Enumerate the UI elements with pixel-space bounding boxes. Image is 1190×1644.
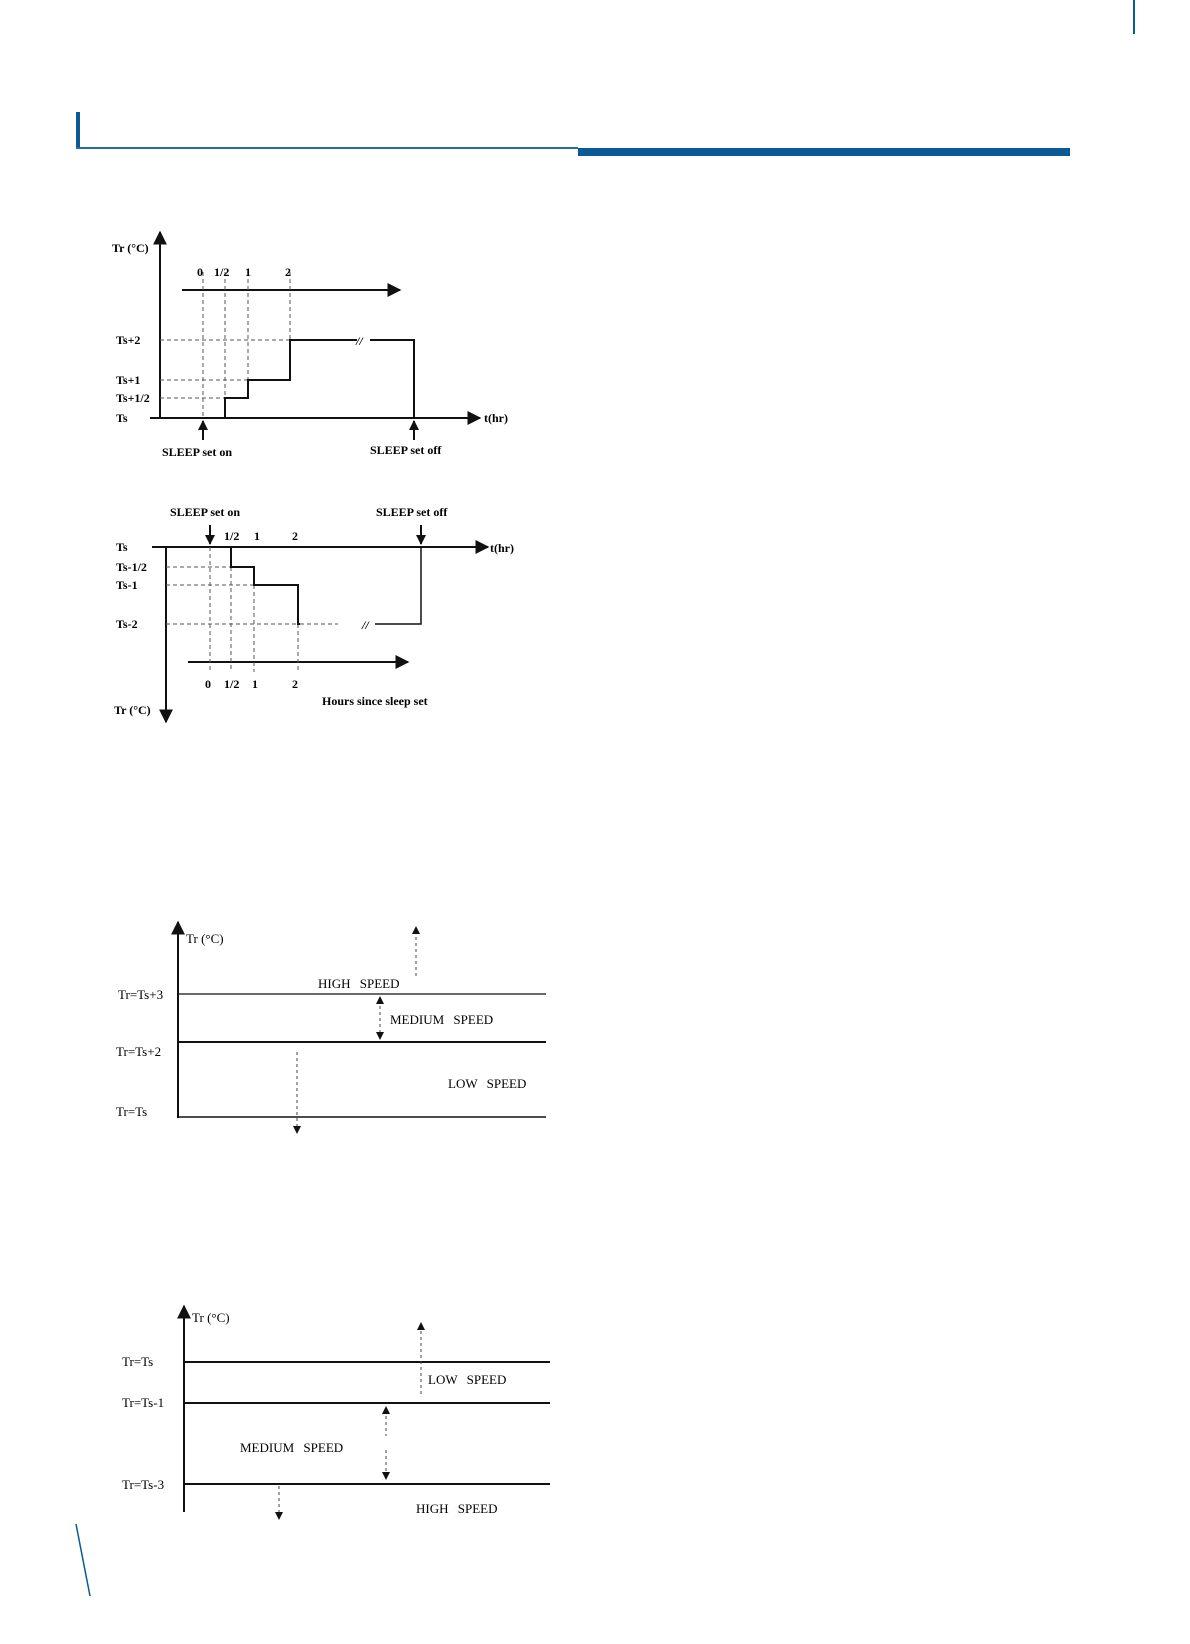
cool-level-ts-1: Ts-1 — [116, 578, 138, 592]
fanheat-zone-medium: MEDIUM SPEED — [390, 1012, 494, 1027]
fancool-mid-arrowhead-bottom — [382, 1472, 390, 1480]
cool-bottom-tick-half: 1/2 — [224, 677, 240, 691]
heat-level-ts: Ts — [116, 411, 128, 425]
heat-x-axis-label: t(hr) — [484, 411, 508, 425]
fanheat-zone-low: LOW SPEED — [448, 1076, 527, 1091]
heat-time-tick-1: 1 — [245, 265, 251, 279]
fanheat-y-axis-label: Tr (°C) — [186, 931, 224, 946]
cool-hours-label: Hours since sleep set — [322, 694, 428, 708]
cool-x-axis-label: t(hr) — [490, 541, 514, 555]
heat-break-mark: // — [356, 334, 363, 348]
cool-level-ts: Ts — [116, 540, 128, 554]
cool-bottom-tick-0: 0 — [205, 677, 211, 691]
heat-sleep-on-label: SLEEP set on — [162, 445, 233, 459]
cool-bottom-tick-1: 1 — [252, 677, 258, 691]
fancool-zone-low: LOW SPEED — [428, 1372, 507, 1387]
fancool-level-ts: Tr=Ts — [122, 1354, 154, 1369]
cool-level-ts-half: Ts-1/2 — [116, 560, 147, 574]
fancool-up-arrowhead — [417, 1322, 425, 1330]
cool-sleep-off-label: SLEEP set off — [376, 505, 448, 519]
heat-level-tshalf: Ts+1/2 — [116, 391, 150, 405]
heat-level-ts1: Ts+1 — [116, 373, 141, 387]
fanheat-level-ts3: Tr=Ts+3 — [118, 987, 164, 1002]
fancool-level-ts1: Tr=Ts-1 — [122, 1395, 165, 1410]
fancool-mid-arrowhead-top — [382, 1406, 390, 1414]
fancool-zone-medium: MEDIUM SPEED — [240, 1440, 344, 1455]
cool-break-mark: // — [362, 618, 369, 632]
heat-sleep-off-label: SLEEP set off — [370, 443, 442, 457]
fancool-zone-high: HIGH SPEED — [416, 1501, 498, 1516]
heat-time-tick-half: 1/2 — [214, 265, 230, 279]
fancool-down-arrowhead — [275, 1512, 283, 1520]
fanheat-zone-high: HIGH SPEED — [318, 976, 400, 991]
cool-top-tick-1: 1 — [254, 529, 260, 543]
heat-level-ts2: Ts+2 — [116, 333, 141, 347]
fanheat-level-ts: Tr=Ts — [116, 1104, 148, 1119]
fancool-level-ts3: Tr=Ts-3 — [122, 1477, 165, 1492]
cool-y-axis-label: Tr (°C) — [114, 703, 151, 717]
heat-time-tick-2: 2 — [285, 265, 291, 279]
fanheat-level-ts2: Tr=Ts+2 — [116, 1044, 162, 1059]
heat-time-tick-0: 0 — [197, 265, 203, 279]
cool-level-ts-2: Ts-2 — [116, 617, 138, 631]
cool-sleep-on-label: SLEEP set on — [170, 505, 241, 519]
cool-bottom-tick-2: 2 — [292, 677, 298, 691]
cool-top-tick-2: 2 — [292, 529, 298, 543]
heat-y-axis-label: Tr (°C) — [112, 241, 149, 255]
fancool-y-axis-label: Tr (°C) — [192, 1310, 230, 1325]
cool-top-tick-half: 1/2 — [224, 529, 240, 543]
